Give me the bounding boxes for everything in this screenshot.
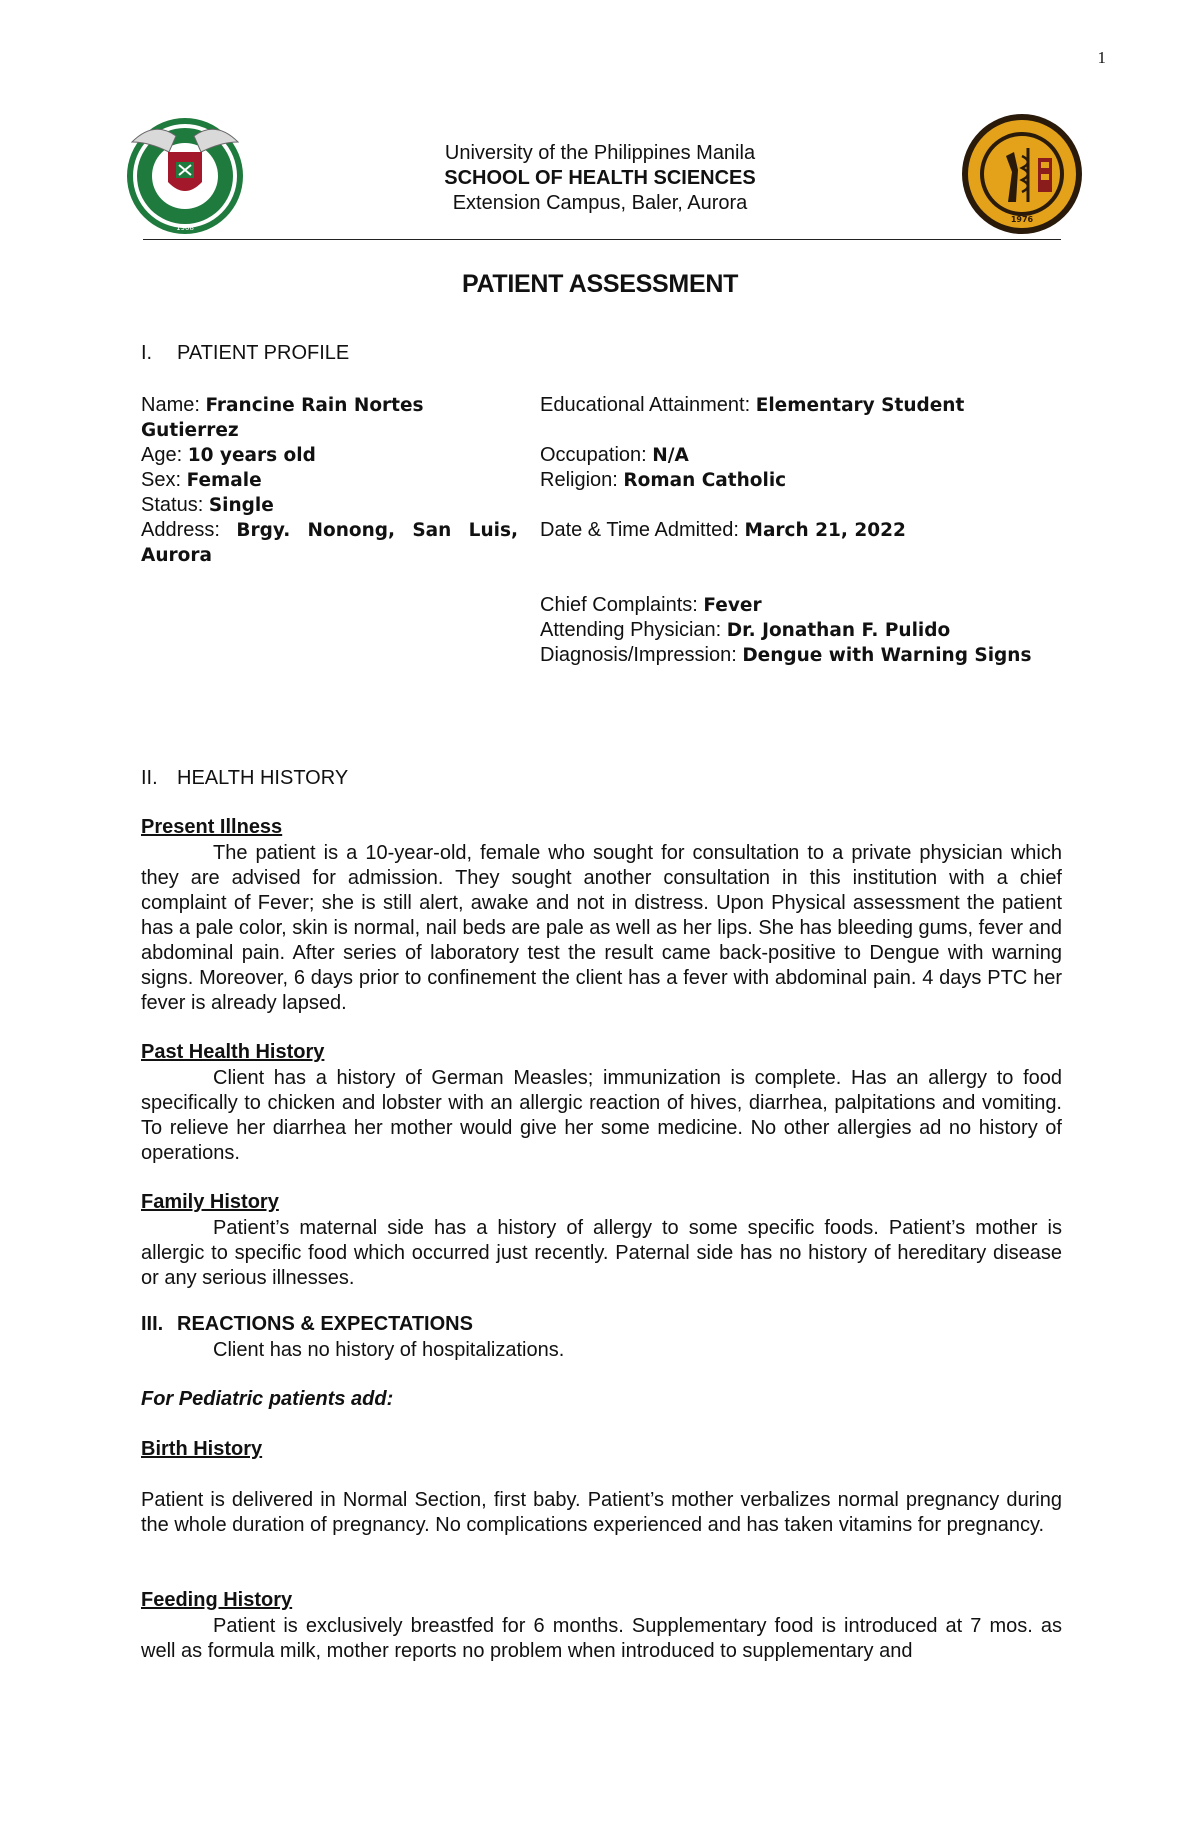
reactions-paragraph xyxy=(141,1338,1062,1363)
school-of-health-sciences-seal-logo xyxy=(960,112,1084,236)
address-row xyxy=(141,518,518,568)
section-number: III. xyxy=(141,1313,164,1335)
svg-text:1908: 1908 xyxy=(176,224,194,232)
section-title: PATIENT PROFILE xyxy=(177,342,350,364)
svg-text:1976: 1976 xyxy=(1010,215,1034,224)
section-reactions-heading xyxy=(141,1313,473,1336)
status-row xyxy=(141,493,518,518)
diagnosis-value: Dengue with Warning Signs xyxy=(742,645,1032,666)
profile-right-column xyxy=(540,393,1042,668)
religion-value: Roman Catholic xyxy=(623,470,787,491)
religion-label: Religion: xyxy=(540,469,624,491)
birth-history-heading: Birth History xyxy=(141,1438,263,1460)
family-history-paragraph xyxy=(141,1216,1062,1291)
occupation-value: N/A xyxy=(652,445,689,466)
name-value: Francine Rain Nortes Gutierrez xyxy=(141,395,424,441)
address-value: Brgy. Nonong, San Luis, Aurora xyxy=(141,520,518,566)
occupation-label: Occupation: xyxy=(540,444,653,466)
education-label: Educational Attainment: xyxy=(540,394,756,416)
header-divider xyxy=(143,239,1061,240)
education-value: Elementary Student xyxy=(755,395,965,416)
physician-row xyxy=(540,618,1042,643)
present-illness-heading: Present Illness xyxy=(141,816,283,838)
section-health-history-heading xyxy=(141,767,348,790)
section-number: II. xyxy=(141,767,158,789)
sex-value: Female xyxy=(186,470,262,491)
complaints-value: Fever xyxy=(703,595,762,616)
feeding-history-paragraph xyxy=(141,1614,1062,1664)
age-label: Age: xyxy=(141,444,188,466)
sex-row xyxy=(141,468,518,493)
education-row xyxy=(540,393,1042,418)
birth-history-text: Patient is delivered in Normal Section, first baby. Patient’s mother verbalizes normal pregnancy during the whole duration of pregnancy. No complications experienced and has taken vitamins for pregnancy. xyxy=(141,1489,1062,1536)
age-value: 10 years old xyxy=(187,445,316,466)
sex-label: Sex: xyxy=(141,469,187,491)
past-health-text: Client has a history of German Measles; immunization is complete. Has an allergy to food specifically to chicken and lobster with an allergic reaction of hives, diarrhea, palpitations and vomiting. To relieve her diarrhea her mother would give her some medicine. No other allergies ad no history of operations. xyxy=(141,1067,1062,1164)
reactions-text: Client has no history of hospitalizations. xyxy=(213,1339,565,1361)
past-health-paragraph xyxy=(141,1066,1062,1166)
complaints-row xyxy=(540,593,1042,618)
physician-label: Attending Physician: xyxy=(540,619,727,641)
pediatric-note: For Pediatric patients add: xyxy=(141,1388,394,1410)
admitted-value: March 21, 2022 xyxy=(744,520,906,541)
diagnosis-label: Diagnosis/Impression: xyxy=(540,644,743,666)
present-illness-text: The patient is a 10-year-old, female who sought for consultation to a private physician which they are advised for admission. They sought another consultation in this institution with a chief complaint of Fever; she is still alert, awake and not in distress. Upon Physical assessment the patient has a pale color, skin is normal, nail beds are pale as well as her lips. She has bleeding gums, fever and abdominal pain. After series of laboratory test the result came back-positive to Dengue with warning signs. Moreover, 6 days prior to confinement the client has a fever with abdominal pain. 4 days PTC her fever is already lapsed. xyxy=(141,842,1062,1014)
feeding-history-heading: Feeding History xyxy=(141,1589,293,1611)
past-health-heading: Past Health History xyxy=(141,1041,325,1063)
present-illness-paragraph xyxy=(141,841,1062,1016)
religion-row xyxy=(540,468,1042,493)
page-title: PATIENT ASSESSMENT xyxy=(461,270,739,298)
profile-left-column xyxy=(141,393,518,568)
admitted-row xyxy=(540,518,1042,543)
birth-history-paragraph xyxy=(141,1488,1062,1538)
page-number: 1 xyxy=(1097,48,1106,67)
address-label: Address: xyxy=(141,519,237,541)
campus-name: Extension Campus, Baler, Aurora xyxy=(452,192,748,214)
university-name: University of the Philippines Manila xyxy=(444,142,756,164)
name-label: Name: xyxy=(141,394,206,416)
occupation-row xyxy=(540,443,1042,468)
physician-value: Dr. Jonathan F. Pulido xyxy=(726,620,951,641)
family-history-text: Patient’s maternal side has a history of allergy to some specific foods. Patient’s mother is allergic to specific food which occurred just recently. Paternal side has no history of hereditary disease or any serious illnesses. xyxy=(141,1217,1062,1289)
family-history-heading: Family History xyxy=(141,1191,279,1213)
age-row xyxy=(141,443,518,468)
section-patient-profile-heading xyxy=(141,342,349,365)
admitted-label: Date & Time Admitted: xyxy=(540,519,745,541)
name-row xyxy=(141,393,518,443)
status-label: Status: xyxy=(141,494,209,516)
complaints-label: Chief Complaints: xyxy=(540,594,704,616)
diagnosis-row xyxy=(540,643,1042,668)
section-title: REACTIONS & EXPECTATIONS xyxy=(177,1313,473,1335)
feeding-history-text: Patient is exclusively breastfed for 6 months. Supplementary food is introduced at 7 mos. as well as formula milk, mother reports no problem when introduced to supplementary and xyxy=(141,1615,1062,1662)
status-value: Single xyxy=(208,495,274,516)
school-name: SCHOOL OF HEALTH SCIENCES xyxy=(444,167,756,189)
section-title: HEALTH HISTORY xyxy=(177,767,349,789)
section-number: I. xyxy=(141,342,153,364)
